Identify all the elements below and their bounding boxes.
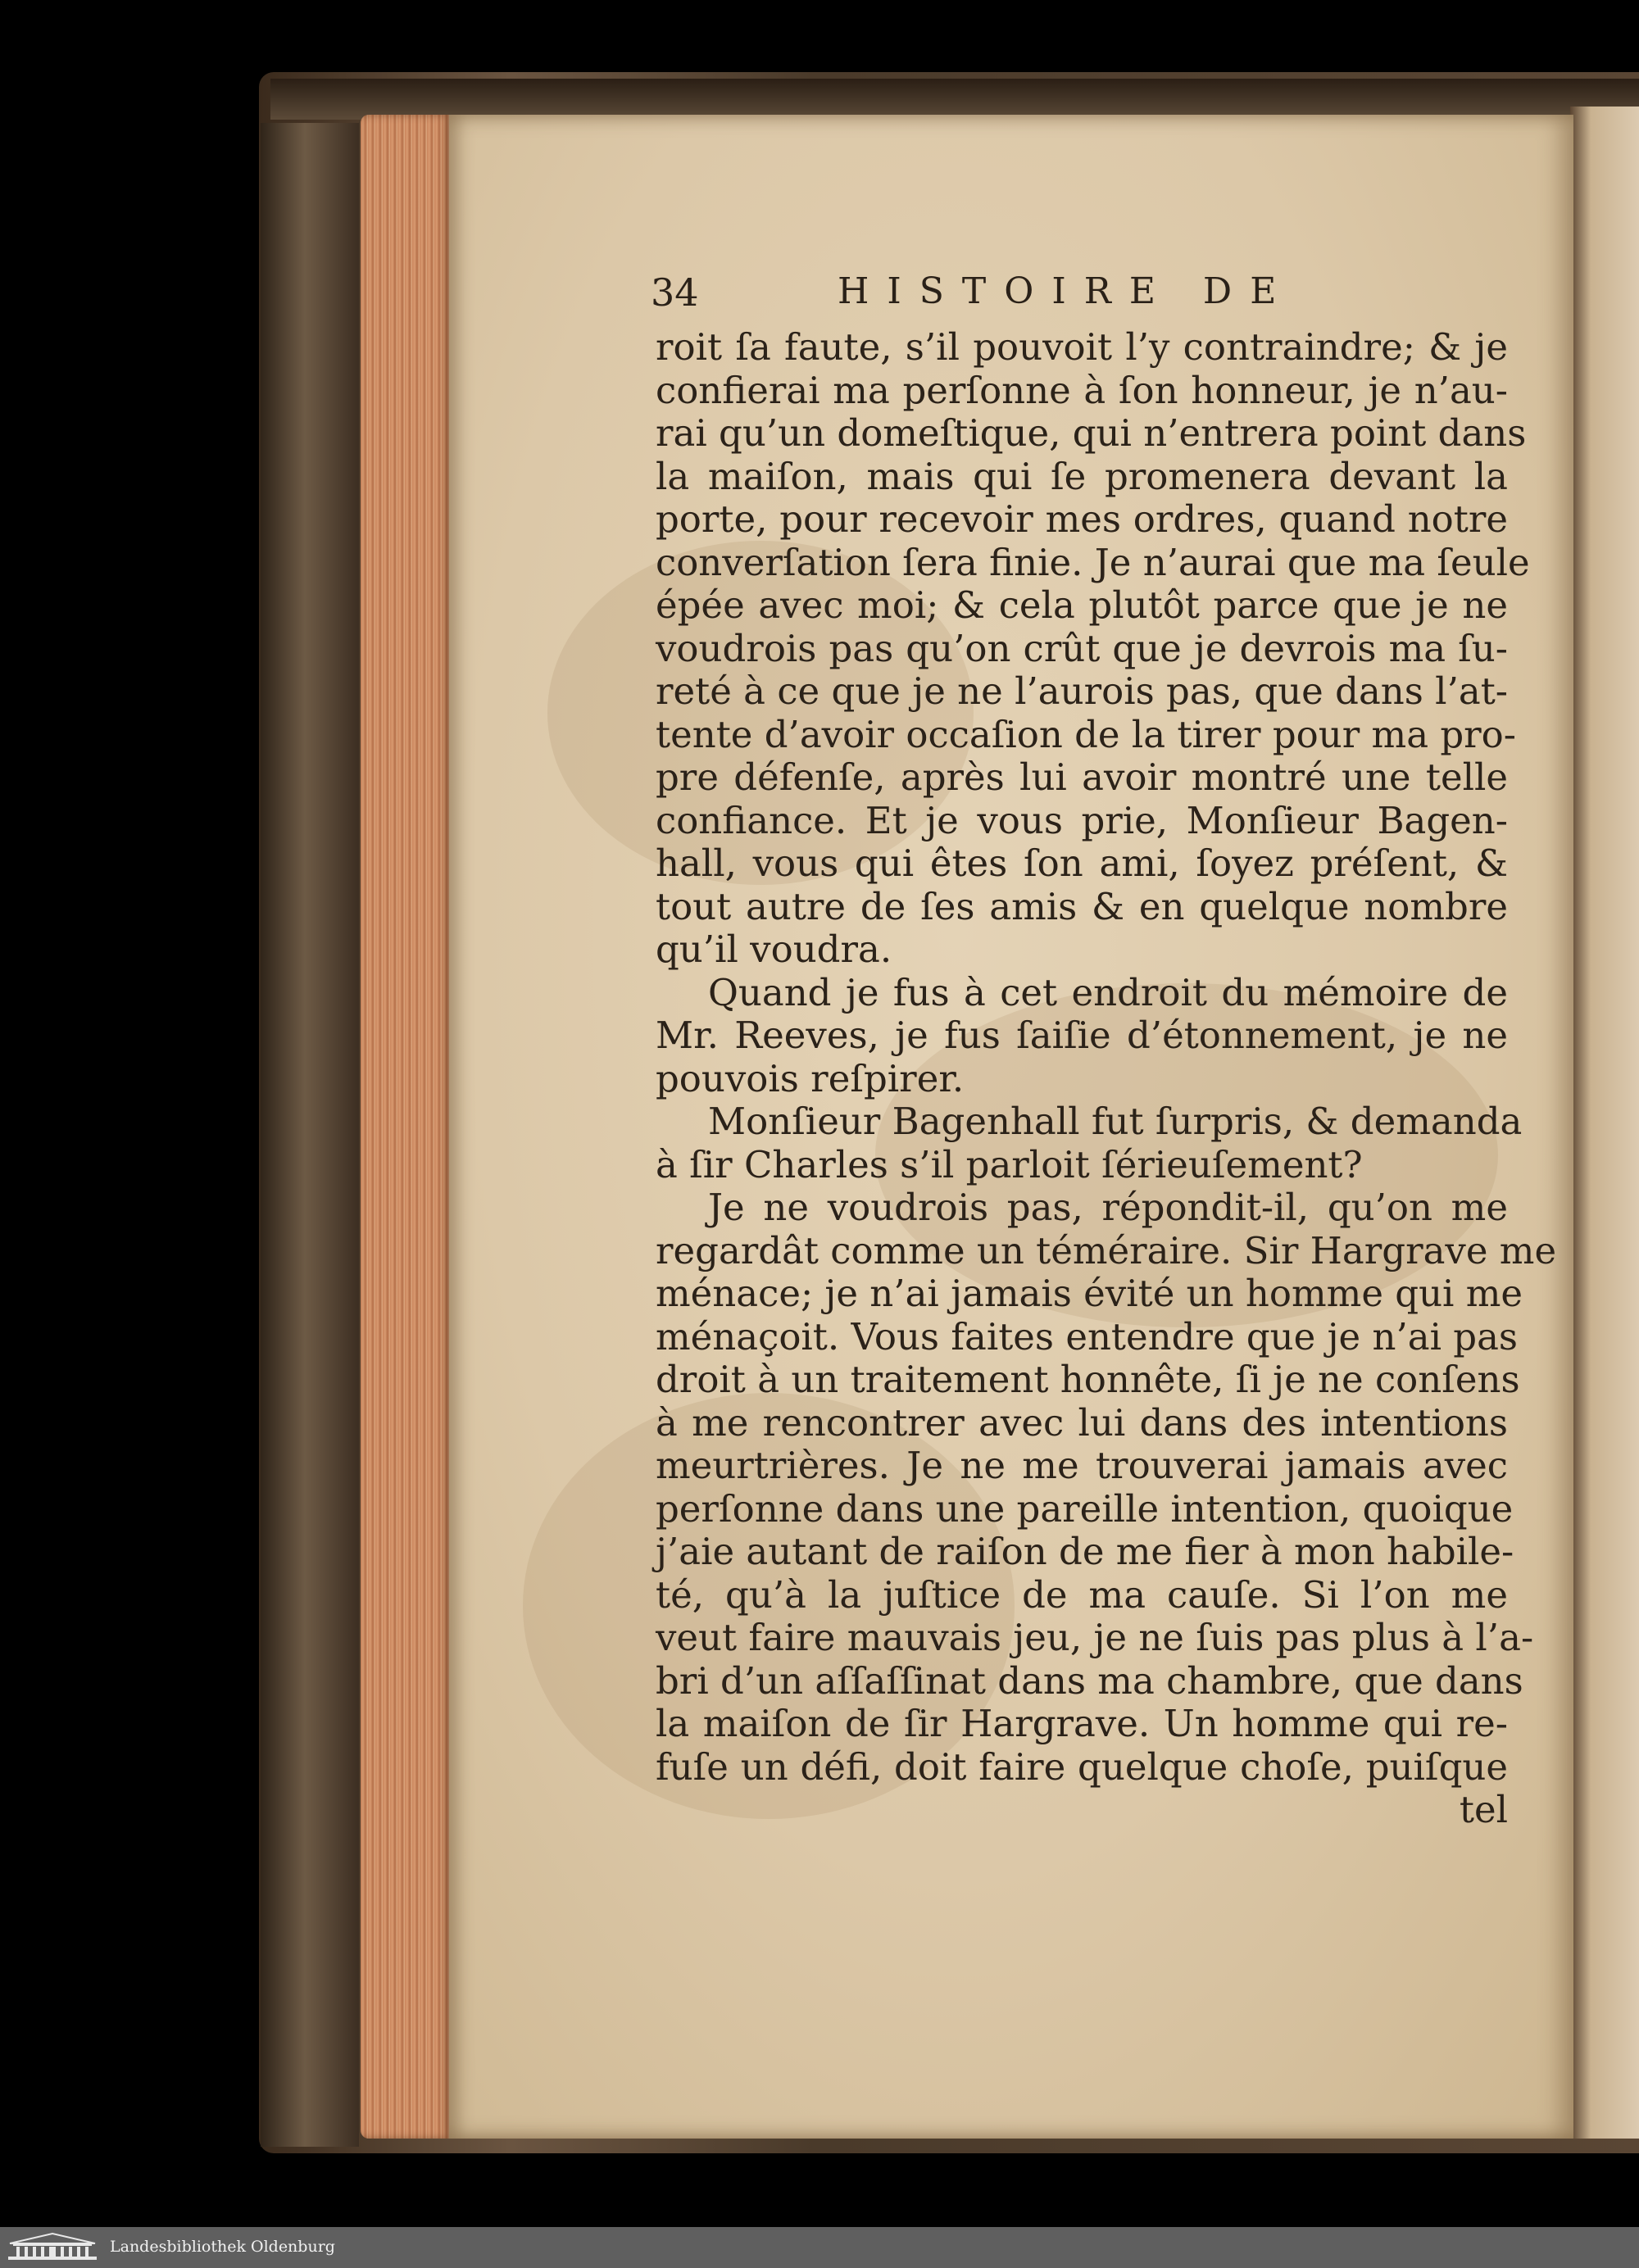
text-line: la maiſon de ſir Hargrave. Un homme qui re- — [656, 1702, 1508, 1745]
text-line: confiance. Et je vous prie, Monſieur Bagen- — [656, 798, 1508, 842]
text-line: à me rencontrer avec lui dans des intentions — [656, 1400, 1508, 1445]
text-line: Mr. Reeves, je fus ſaiſie d’étonnement, je ne — [656, 1014, 1508, 1057]
text-line: veut faire mauvais jeu, je ne ſuis pas plus à l’a- — [656, 1616, 1534, 1659]
running-head — [651, 270, 1323, 320]
text-line: rai qu’un domeſtique, qui n’entrera point dans — [656, 411, 1527, 455]
text-line: roit ſa faute, s’il pouvoit l’y contraindre; & je — [656, 325, 1508, 369]
text-line: épée avec moi; & cela plutôt parce que je ne — [656, 583, 1508, 627]
text-line: tout autre de ſes amis & en quelque nombre — [656, 884, 1508, 928]
cover-top-edge — [270, 79, 1639, 120]
text-line: droit à un traitement honnête, ſi je ne conſens — [656, 1358, 1520, 1401]
text-line: voudrois pas qu’on crût que je devrois ma ſu- — [656, 626, 1508, 670]
text-line: reté à ce que je ne l’aurois pas, que dans l’at- — [656, 669, 1508, 713]
text-line: fuſe un défi, doit faire quelque choſe, puiſque — [656, 1744, 1508, 1789]
page-number: 34 — [651, 270, 699, 315]
text-line: hall, vous qui êtes ſon ami, ſoyez préſent, & — [656, 841, 1508, 885]
text-line: j’aie autant de raiſon de me fier à mon habile- — [656, 1530, 1514, 1573]
text-line: meurtrières. Je ne me trouverai jamais avec — [656, 1444, 1508, 1487]
text-line: bri d’un aſſaſſinat dans ma chambre, que dans — [656, 1658, 1523, 1703]
text-line: té, qu’à la juſtice de ma cauſe. Si l’on me — [656, 1572, 1508, 1617]
binding-edge — [261, 123, 359, 2147]
text-line: la maiſon, mais qui ſe promenera devant la — [656, 454, 1508, 498]
text-line: porte, pour recevoir mes ordres, quand notre — [656, 497, 1508, 541]
text-line: Je ne voudrois pas, répondit-il, qu’on me — [708, 1186, 1508, 1229]
library-name: Landesbibliothek Oldenburg — [110, 2238, 335, 2256]
text-line: ménace; je n’ai jamais évité un homme qui me — [656, 1272, 1523, 1315]
text-line: regardât comme un téméraire. Sir Hargrave me — [656, 1228, 1557, 1272]
running-title: HISTOIRE DE — [838, 270, 1295, 312]
text-line: Quand je fus à cet endroit du mémoire de — [708, 970, 1508, 1014]
text-line: qu’il voudra. — [656, 928, 892, 971]
page-text — [656, 325, 1557, 1832]
text-line: ménaçoit. Vous faites entendre que je n’ai pas — [656, 1314, 1519, 1359]
library-footer-bar — [0, 2227, 1639, 2268]
text-line: pre défenſe, après lui avoir montré une telle — [656, 755, 1508, 799]
text-line: à ſir Charles s’il parloit ſérieuſement? — [656, 1142, 1363, 1186]
page-edges — [361, 115, 451, 2139]
text-line: converſation ſera finie. Je n’aurai que ma ſeule — [656, 540, 1530, 584]
facing-page-edge — [1570, 107, 1639, 2139]
text-line: pouvois reſpirer. — [656, 1056, 965, 1100]
text-line: perſonne dans une pareille intention, quoique — [656, 1486, 1514, 1531]
text-line: confierai ma perſonne à ſon honneur, je n’au- — [656, 368, 1508, 412]
text-line: Monſieur Bagenhall fut ſurpris, & demanda — [708, 1100, 1523, 1143]
catchword: tel — [1459, 1788, 1508, 1831]
text-line: tente d’avoir occaſion de la tirer pour ma pro- — [656, 712, 1516, 756]
library-building-icon — [7, 2232, 98, 2261]
